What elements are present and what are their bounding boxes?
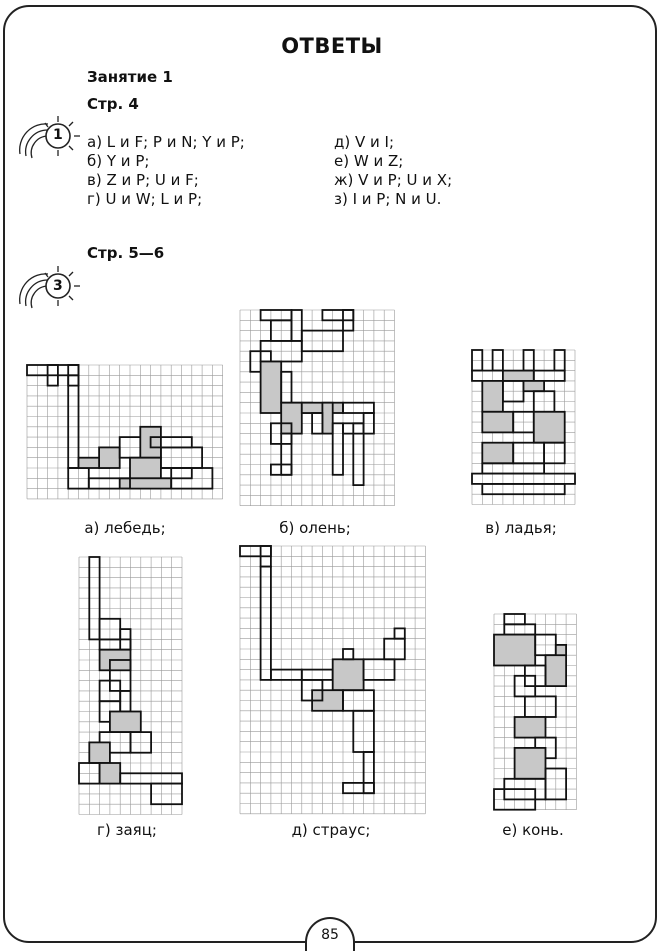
page-number: 85 [305, 917, 355, 951]
puzzle-piece [482, 381, 503, 412]
puzzle-piece [100, 763, 121, 784]
puzzle-piece [333, 423, 343, 475]
answer-a: а) L и F; P и N; Y и P; [87, 133, 245, 151]
puzzle-piece [343, 403, 374, 413]
section-heading-page-4: Стр. 4 [87, 95, 139, 113]
puzzle-piece [504, 624, 535, 634]
puzzle-piece [524, 381, 545, 391]
puzzle-piece [302, 670, 333, 680]
puzzle-piece [534, 412, 565, 443]
puzzle-piece [472, 371, 503, 381]
puzzle-piece [130, 458, 161, 479]
task-3-number: 3 [53, 278, 63, 294]
puzzle-piece [89, 742, 110, 763]
deer-puzzle-figure [238, 308, 397, 508]
puzzle-piece [261, 362, 282, 414]
puzzle-piece [110, 712, 141, 733]
knight-puzzle-figure [492, 612, 578, 812]
answer-d: д) V и I; [334, 133, 395, 151]
swan-puzzle-figure [25, 363, 225, 501]
puzzle-piece [27, 365, 79, 375]
task-1-number: 1 [53, 127, 63, 143]
lesson-title: Занятие 1 [87, 68, 173, 86]
puzzle-piece [100, 639, 131, 649]
answer-v: в) Z и P; U и F; [87, 171, 199, 189]
puzzle-piece [281, 372, 291, 403]
caption-hare: г) заяц; [97, 821, 157, 839]
puzzle-piece [99, 447, 120, 468]
page-title: ОТВЕТЫ [281, 34, 383, 58]
puzzle-piece [120, 478, 172, 488]
answer-z: з) I и P; N и U. [334, 190, 442, 208]
caption-knight: е) конь. [502, 821, 564, 839]
puzzle-piece [322, 403, 332, 434]
puzzle-piece [503, 371, 534, 381]
puzzle-piece [534, 371, 565, 381]
puzzle-piece [546, 655, 567, 686]
puzzle-piece [395, 628, 405, 638]
caption-ostrich: д) страус; [291, 821, 371, 839]
puzzle-piece [494, 635, 535, 666]
caption-deer: б) олень; [279, 519, 351, 537]
puzzle-piece [261, 567, 271, 680]
rook-puzzle-figure [470, 348, 577, 507]
puzzle-piece [292, 310, 302, 341]
puzzle-piece [271, 670, 302, 680]
puzzle-piece [482, 443, 513, 464]
caption-rook: в) ладья; [485, 519, 557, 537]
puzzle-piece [68, 375, 78, 468]
hare-puzzle-figure [77, 555, 184, 817]
puzzle-piece [343, 783, 374, 793]
puzzle-piece [515, 748, 546, 779]
section-heading-page-5-6: Стр. 5—6 [87, 244, 165, 262]
ostrich-puzzle-figure [238, 544, 427, 816]
answer-g: г) U и W; L и P; [87, 190, 203, 208]
answers-left [87, 133, 245, 209]
puzzle-piece [322, 310, 353, 320]
puzzle-piece [333, 659, 364, 690]
caption-swan: а) лебедь; [84, 519, 166, 537]
puzzle-piece [240, 546, 271, 556]
answers-right [334, 133, 452, 209]
puzzle-piece [343, 649, 353, 659]
answer-e: е) W и Z; [334, 152, 404, 170]
puzzle-piece [515, 717, 546, 738]
answer-zh: ж) V и P; U и X; [334, 171, 453, 189]
answer-b: б) Y и P; [87, 152, 150, 170]
puzzle-piece [261, 310, 292, 320]
puzzle-piece [482, 412, 513, 433]
